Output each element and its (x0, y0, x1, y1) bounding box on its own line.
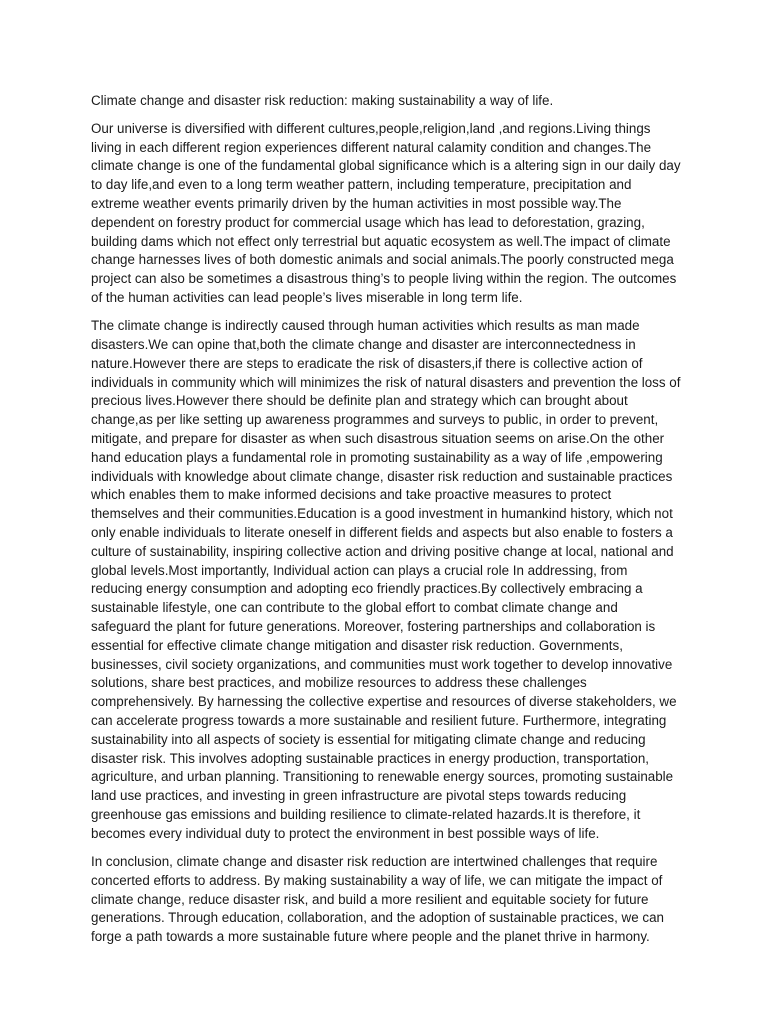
document-page (91, 92, 681, 957)
paragraph-conclusion: In conclusion, climate change and disaster risk reduction are intertwined challenges that require concerted efforts to address. By making sustainability a way of life, we can mitigate the impact of climate change, reduce disaster risk, and build a more resilient and equitable society for future generations. Through education, collaboration, and the adoption of sustainable practices, we can forge a path towards a more sustainable future where people and the planet thrive in harmony. (91, 854, 664, 945)
paragraph-body: The climate change is indirectly caused through human activities which results as man made disasters.We can opine that,both the climate change and disaster are interconnectedness in nature.However there are steps to eradicate the risk of disasters,if there is collective action of individuals in community which will minimizes the risk of natural disasters and prevention the loss of precious lives.However there should be definite plan and strategy which can brought about change,as per like setting up awareness programmes and surveys to public, in order to prevent, mitigate, and prepare for disaster as when such disastrous situation seems on arise.On the other hand education plays a fundamental role in promoting sustainability as a way of life ,empowering individuals with knowledge about climate change, disaster risk reduction and sustainable practices which enables them to make informed decisions and take proactive measures to protect themselves and their communities.Education is a good investment in humankind history, which not only enable individuals to literate oneself in different fields and aspects but also enable to fosters a culture of sustainability, inspiring collective action and driving positive change at local, national and global levels.Most importantly, Individual action can plays a crucial role In addressing, from reducing energy consumption and adopting eco friendly practices.By collectively embracing a sustainable lifestyle, one can contribute to the global effort to combat climate change and safeguard the plant for future generations. Moreover, fostering partnerships and collaboration is essential for effective climate change mitigation and disaster risk reduction. Governments, businesses, civil society organizations, and communities must work together to develop innovative solutions, share best practices, and mobilize resources to address these challenges comprehensively. By harnessing the collective expertise and resources of diverse stakeholders, we can accelerate progress towards a more sustainable and resilient future. Furthermore, integrating sustainability into all aspects of society is essential for mitigating climate change and reducing disaster risk. This involves adopting sustainable practices in energy production, transportation, agriculture, and urban planning. Transitioning to renewable energy sources, promoting sustainable land use practices, and investing in green infrastructure are pivotal steps towards reducing greenhouse gas emissions and building resilience to climate-related hazards.It is therefore, it becomes every individual duty to protect the environment in best possible ways of life. (91, 318, 681, 841)
paragraph-introduction: Our universe is diversified with different cultures,people,religion,land ,and regions.Living things living in each different region experiences different natural calamity condition and changes.The climate change is one of the fundamental global significance which is a altering sign in our daily day to day life,and even to a long term weather pattern, including temperature, precipitation and extreme weather events primarily driven by the human activities in most possible way.The dependent on forestry product for commercial usage which has lead to deforestation, grazing, building dams which not effect only terrestrial but aquatic ecosystem as well.The impact of climate change harnesses lives of both domestic animals and social animals.The poorly constructed mega project can also be sometimes a disastrous thing’s to people living within the region. The outcomes of the human activities can lead people’s lives miserable in long term life. (91, 120, 681, 305)
document-title: Climate change and disaster risk reduction: making sustainability a way of life. (91, 93, 554, 108)
